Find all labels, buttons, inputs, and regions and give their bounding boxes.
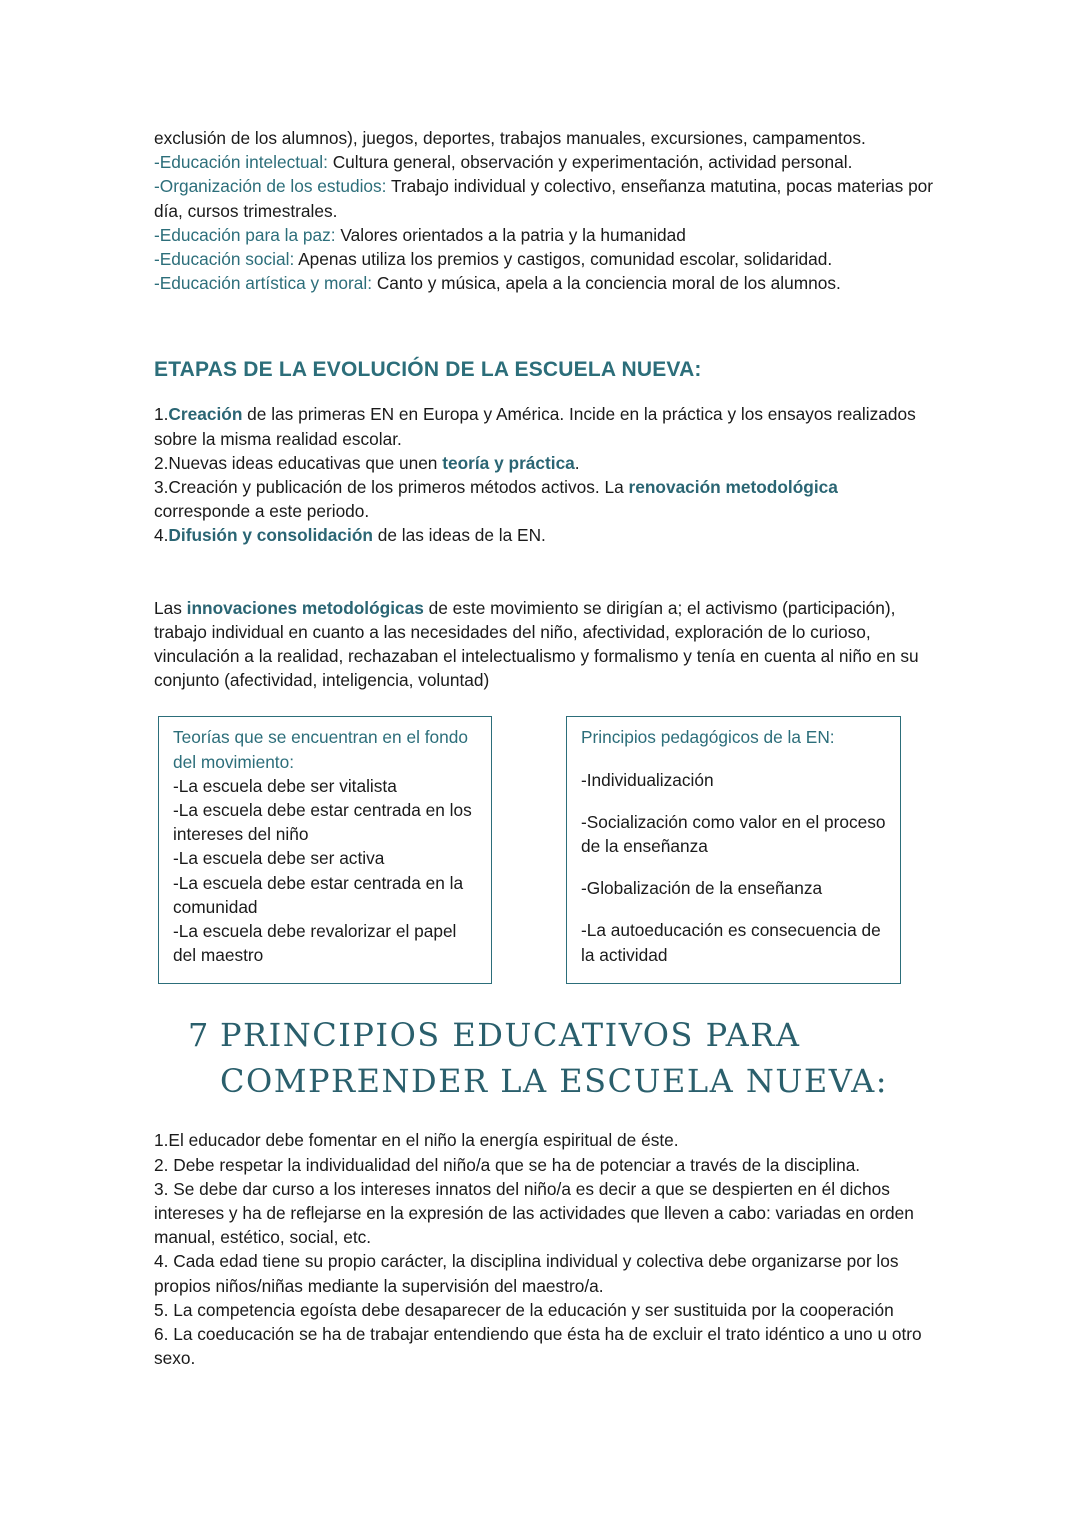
- principios-title: [188, 1012, 934, 1104]
- etapa-item: [154, 402, 934, 450]
- etapa-item: [154, 475, 934, 523]
- etapa-keyword: renovación metodológica: [628, 477, 838, 498]
- teorias-item: -La escuela debe ser vitalista: [173, 775, 397, 796]
- principios-title-line: PRINCIPIOS EDUCATIVOS PARA: [220, 1016, 801, 1055]
- etapa-keyword: teoría y práctica: [442, 452, 575, 473]
- innovaciones-paragraph: [154, 596, 934, 693]
- intro-text: Cultura general, observación y experimentación, actividad personal.: [327, 152, 853, 173]
- etapa-text: de las primeras EN en Europa y América. Incide en la práctica y los ensayos realizados sobre la misma realidad escolar.: [154, 404, 916, 449]
- etapa-text: corresponde a este periodo.: [154, 501, 370, 522]
- principios-title-number: 7: [188, 1016, 210, 1055]
- etapa-num: 4.: [154, 525, 169, 546]
- innovaciones-keyword: innovaciones metodológicas: [186, 597, 424, 618]
- etapa-keyword: Creación: [168, 404, 243, 425]
- teorias-heading: Teorías que se encuentran en el fondo del movimiento:: [173, 727, 468, 772]
- principio-educativo: 5. La competencia egoísta debe desaparecer de la educación y ser sustituida por la cooperación: [154, 1299, 894, 1320]
- principio-educativo: 2. Debe respetar la individualidad del niño/a que se ha de potenciar a través de la disciplina.: [154, 1154, 861, 1175]
- innovaciones-text: de este movimiento se dirigían a; el activismo (participación), trabajo individual en cuanto a las necesidades del niño, afectividad, exploración de lo curioso, vinculación a la realidad, rechazaban el intelectualismo y formalismo y tenía en cuenta al niño en su conjunto (afectividad, inteligencia, voluntad): [154, 597, 919, 691]
- principios-heading: Principios pedagógicos de la EN:: [581, 727, 835, 748]
- boxes-row: [154, 716, 934, 986]
- intro-line: [154, 271, 934, 295]
- teorias-item: -La escuela debe estar centrada en la comunidad: [173, 872, 464, 917]
- intro-line: [154, 174, 934, 222]
- etapa-text: .: [574, 452, 580, 473]
- etapa-item: [154, 451, 934, 475]
- intro-label: -Educación artística y moral:: [154, 273, 373, 294]
- teorias-item: -La escuela debe revalorizar el papel del maestro: [173, 921, 457, 966]
- intro-block: [154, 126, 934, 295]
- intro-label: -Educación intelectual:: [154, 152, 328, 173]
- teorias-item: -La escuela debe ser activa: [173, 848, 385, 869]
- principios-title-line: COMPRENDER LA ESCUELA NUEVA:: [220, 1062, 889, 1101]
- principio-item: -Individualización: [581, 769, 714, 790]
- principio-item: -Globalización de la enseñanza: [581, 878, 823, 899]
- etapas-list: [154, 402, 934, 547]
- intro-text: Valores orientados a la patria y la humanidad: [335, 224, 686, 245]
- teorias-item: -La escuela debe estar centrada en los intereses del niño: [173, 800, 472, 845]
- etapa-text: 2.Nuevas ideas educativas que unen: [154, 452, 443, 473]
- principio-item: -Socialización como valor en el proceso de la enseñanza: [581, 811, 886, 857]
- principio-educativo: 3. Se debe dar curso a los intereses innatos del niño/a es decir a que se despierten en él dichos intereses y ha de reflejarse en la expresión de las actividades que lleven a cabo: variadas en orden manual, estético, social, etc.: [154, 1178, 914, 1248]
- principio-item: -La autoeducación es consecuencia de la actividad: [581, 920, 881, 965]
- intro-line: [154, 247, 934, 271]
- intro-text: Apenas utiliza los premios y castigos, comunidad escolar, solidaridad.: [294, 249, 833, 270]
- etapa-num: 1.: [154, 404, 169, 425]
- principio-educativo: 4. Cada edad tiene su propio carácter, la disciplina individual y colectiva debe organizarse por los propios niños/niñas mediante la supervisión del maestro/a.: [154, 1251, 899, 1296]
- principio-educativo: 6. La coeducación se ha de trabajar entendiendo que ésta ha de excluir el trato idéntico a uno u otro sexo.: [154, 1324, 922, 1369]
- intro-text: Canto y música, apela a la conciencia moral de los alumnos.: [372, 273, 841, 294]
- intro-label: -Organización de los estudios:: [154, 176, 387, 197]
- etapas-title: ETAPAS DE LA EVOLUCIÓN DE LA ESCUELA NUEVA:: [154, 358, 702, 382]
- etapa-item: [154, 523, 934, 547]
- principios-list: [154, 1128, 934, 1370]
- teorias-box: [158, 716, 492, 984]
- intro-line: [154, 223, 934, 247]
- etapa-keyword: Difusión y consolidación: [168, 525, 373, 546]
- intro-line: exclusión de los alumnos), juegos, deportes, trabajos manuales, excursiones, campamentos.: [154, 128, 866, 148]
- intro-label: -Educación para la paz:: [154, 224, 336, 245]
- intro-label: -Educación social:: [154, 249, 295, 270]
- principios-pedagogicos-box: [566, 716, 901, 984]
- principio-educativo: 1.El educador debe fomentar en el niño la energía espiritual de éste.: [154, 1130, 679, 1151]
- document-page: [154, 126, 934, 1370]
- etapa-text: de las ideas de la EN.: [372, 525, 546, 546]
- innovaciones-text: Las: [154, 597, 187, 618]
- intro-line: [154, 150, 934, 174]
- etapa-text: 3.Creación y publicación de los primeros métodos activos. La: [154, 477, 629, 498]
- intro-text: Trabajo individual y colectivo, enseñanza matutina, pocas materias por día, cursos trimestrales.: [154, 176, 934, 221]
